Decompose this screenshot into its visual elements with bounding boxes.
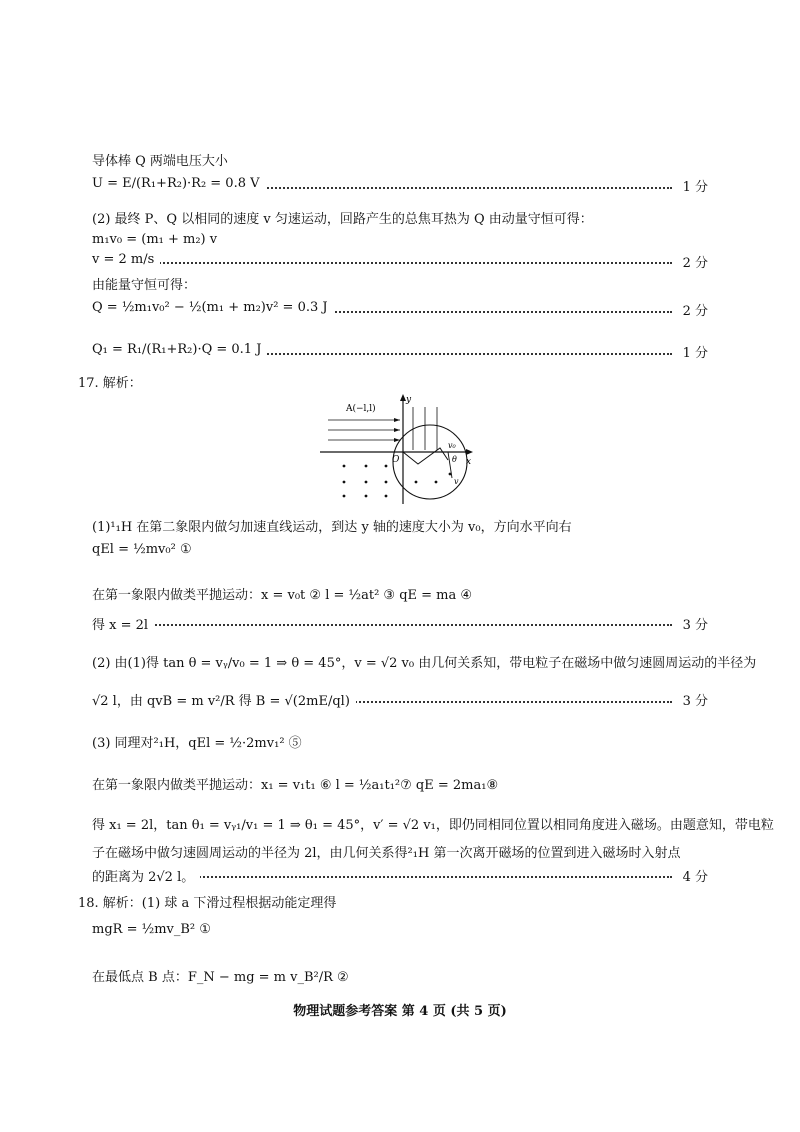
equation-line	[92, 342, 708, 364]
label-v0: v₀	[448, 441, 456, 450]
equation-line	[92, 866, 708, 886]
label-a: A(−l,l)	[346, 404, 376, 414]
text-line: (2) 由(1)得 tan θ = vᵧ/v₀ = 1 ⇒ θ = 45°，v = √2 v₀ 由几何关系知，带电粒子在磁场中做匀速圆周运动的半径为	[92, 656, 757, 671]
label-theta: θ	[452, 455, 457, 464]
score: 2 分	[682, 256, 708, 271]
equation-text: v = 2 m/s	[92, 252, 160, 267]
equation-line	[92, 252, 708, 272]
equation-line	[92, 614, 708, 634]
equation-text: √2 l，由 qvB = m v²/R 得 B = √(2mE/ql)	[92, 690, 356, 709]
score: 4 分	[682, 870, 708, 885]
text-line: 导体棒 Q 两端电压大小	[92, 154, 228, 169]
equation-line	[92, 690, 708, 712]
equation-text: Q = ½m₁v₀² − ½(m₁ + m₂)v² = 0.3 J	[92, 300, 334, 315]
equation-line: mgR = ½mv_B² ①	[92, 922, 211, 937]
score: 3 分	[682, 618, 708, 633]
physics-diagram	[318, 392, 478, 507]
text-line: 得 x₁ = 2l，tan θ₁ = vᵧ₁/v₁ = 1 ⇒ θ₁ = 45°，v′ = √2 v₁，即仍同相同位置以相同角度进入磁场。由题意知，带电粒	[92, 818, 774, 833]
equation-text: 得 x = 2l	[92, 614, 154, 633]
text-line: (2) 最终 P、Q 以相同的速度 v 匀速运动，回路产生的总焦耳热为 Q 由动量守恒可得：	[92, 212, 593, 227]
score: 1 分	[682, 346, 708, 361]
equation-line: 在最低点 B 点：F_N − mg = m v_B²/R ②	[92, 970, 349, 985]
score: 3 分	[682, 694, 708, 709]
question-17-heading: 17. 解析：	[78, 376, 142, 391]
equation-line: qEl = ½mv₀² ①	[92, 542, 192, 557]
text-line: 子在磁场中做匀速圆周运动的半径为 2l，由几何关系得²₁H 第一次离开磁场的位置到进入磁场时入射点	[92, 846, 681, 861]
text-line: (1)¹₁H 在第二象限内做匀加速直线运动，到达 y 轴的速度大小为 v₀，方向水平向右	[92, 520, 572, 535]
equation-line: m₁v₀ = (m₁ + m₂) v	[92, 232, 218, 247]
equation-text: Q₁ = R₁/(R₁+R₂)·Q = 0.1 J	[92, 342, 267, 357]
score: 2 分	[682, 304, 708, 319]
equation-line	[92, 176, 708, 198]
label-o: O	[392, 455, 400, 465]
text-line: 由能量守恒可得：	[92, 278, 197, 293]
equation-line: 在第一象限内做类平抛运动：x₁ = v₁t₁ ⑥ l = ½a₁t₁²⑦ qE = 2ma₁⑧	[92, 778, 499, 793]
label-y: y	[406, 395, 412, 405]
equation-line	[92, 300, 708, 322]
label-x: x	[466, 457, 472, 467]
label-v: v	[454, 477, 459, 486]
question-18-heading: 18. 解析：(1) 球 a 下滑过程根据动能定理得	[78, 896, 337, 911]
equation-text: 的距离为 2√2 l。	[92, 866, 200, 885]
page-footer: 物理试题参考答案 第 4 页 (共 5 页)	[293, 1004, 507, 1019]
equation-line: 在第一象限内做类平抛运动：x = v₀t ② l = ½at² ③ qE = ma ④	[92, 588, 473, 603]
score: 1 分	[682, 180, 708, 195]
equation-text: U = E/(R₁+R₂)·R₂ = 0.8 V	[92, 176, 266, 191]
equation-line: (3) 同理对²₁H，qEl = ½·2mv₁² ⑤	[92, 736, 302, 751]
